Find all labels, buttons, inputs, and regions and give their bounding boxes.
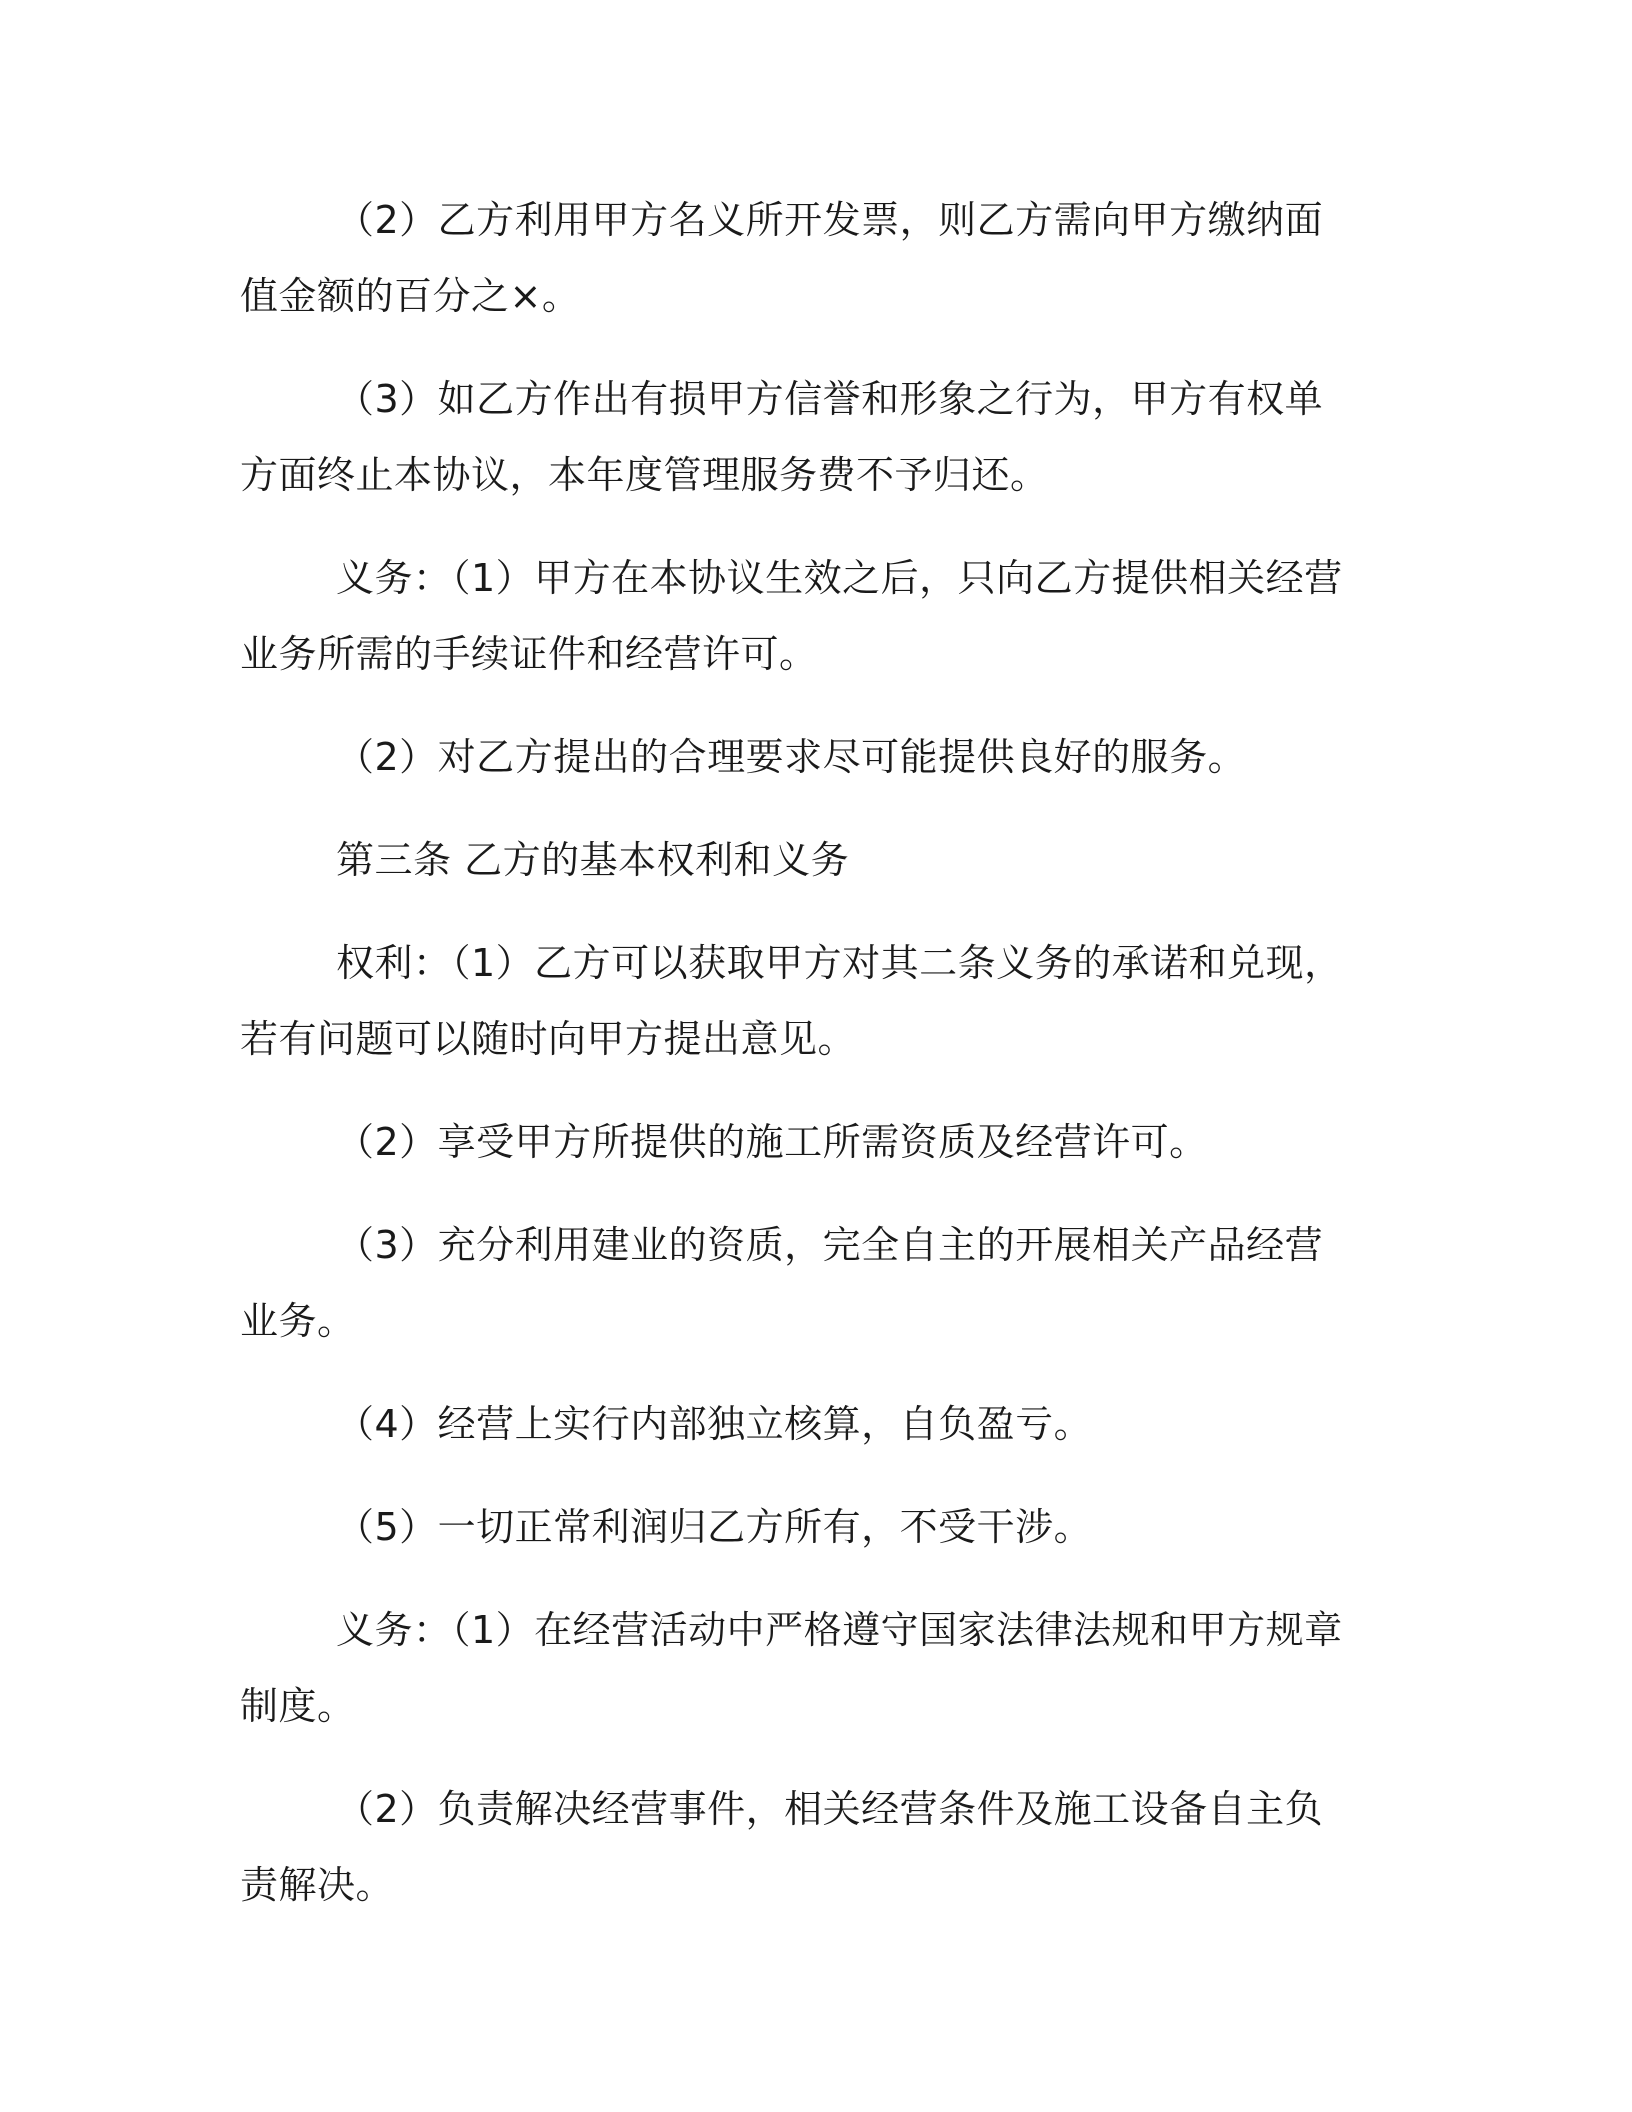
paragraph-party-b-right-1: 权利：（1）乙方可以获取甲方对其二条义务的承诺和兑现，若有问题可以随时向甲方提出意见。 [240,941,1343,1061]
paragraph-termination: （3）如乙方作出有损甲方信誉和形象之行为，甲方有权单方面终止本协议，本年度管理服务费不予归还。 [240,377,1324,497]
paragraph-party-a-duty-1: 义务：（1）甲方在本协议生效之后，只向乙方提供相关经营业务所需的手续证件和经营许可。 [240,556,1343,676]
section-heading-article-3: 第三条 乙方的基本权利和义务 [336,838,850,882]
paragraph-party-b-duty-1: 义务：（1）在经营活动中严格遵守国家法律法规和甲方规章制度。 [240,1608,1343,1728]
paragraph-party-b-right-4: （4）经营上实行内部独立核算，自负盈亏。 [336,1402,1093,1446]
paragraph-party-a-duty-2: （2）对乙方提出的合理要求尽可能提供良好的服务。 [336,735,1247,779]
paragraph-party-b-right-2: （2）享受甲方所提供的施工所需资质及经营许可。 [336,1120,1208,1164]
paragraph-party-b-duty-2: （2）负责解决经营事件，相关经营条件及施工设备自主负责解决。 [240,1787,1324,1907]
paragraph-party-b-right-5: （5）一切正常利润归乙方所有，不受干涉。 [336,1505,1093,1549]
document-body [240,182,1360,1950]
paragraph-party-b-right-3: （3）充分利用建业的资质，完全自主的开展相关产品经营业务。 [240,1223,1324,1343]
paragraph-invoice-fee: （2）乙方利用甲方名义所开发票，则乙方需向甲方缴纳面值金额的百分之×。 [240,198,1324,318]
